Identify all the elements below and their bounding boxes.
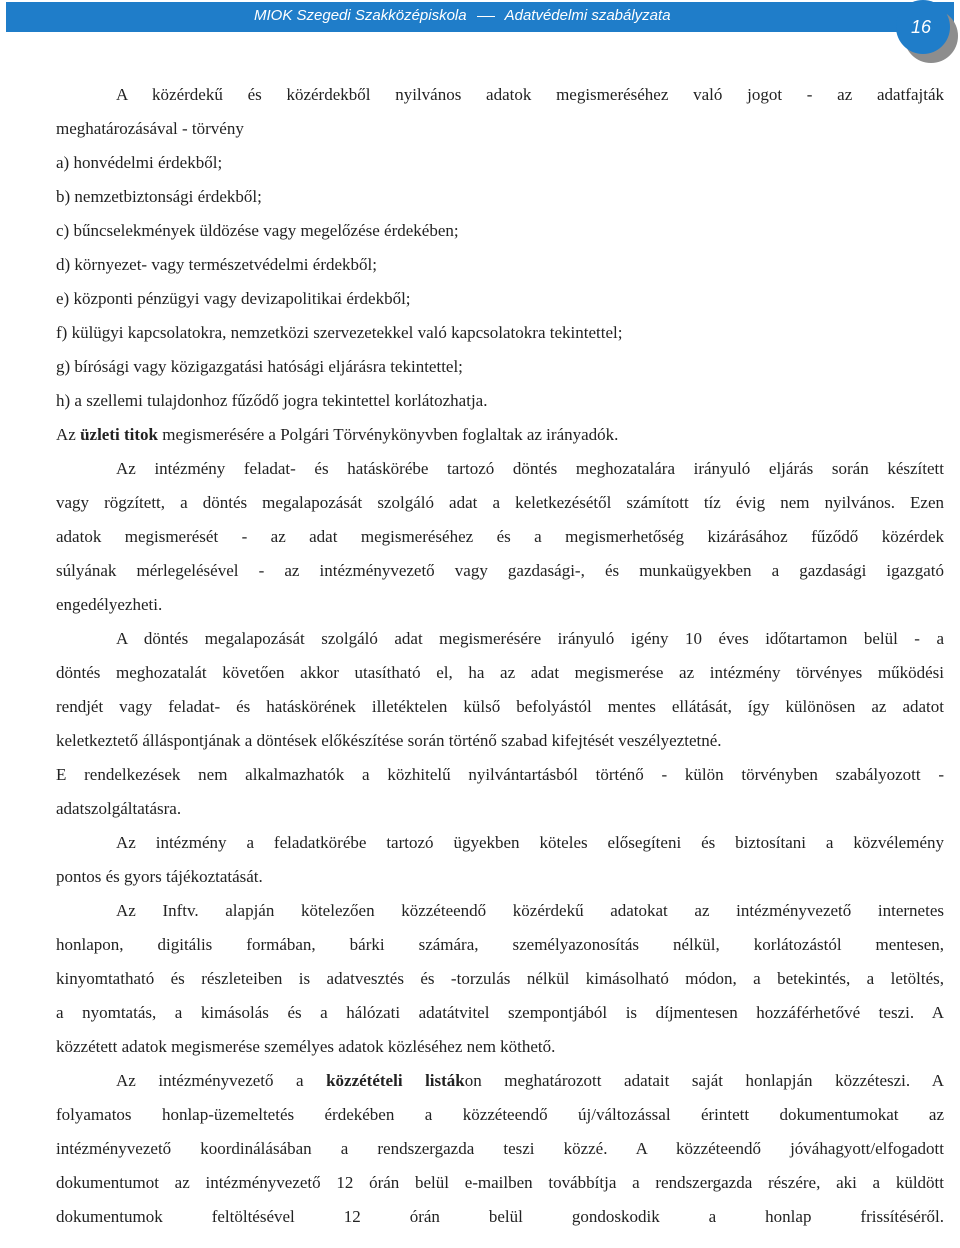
text-fragment: megismerésére a Polgári Törvénykönyvben foglaltak az irányadók.	[157, 425, 619, 444]
text-line	[56, 1064, 944, 1098]
list-item: e) központi pénzügyi vagy devizapolitikai érdekből;	[56, 289, 411, 308]
header-document: Adatvédelmi szabályzata	[504, 7, 671, 24]
list-item: c) bűncselekmények üldözése vagy megelőzése érdekében;	[56, 221, 459, 240]
text-line: keletkeztető álláspontjának a döntések előkészítése során történő szabad kifejtését veszélyeztetné.	[56, 731, 722, 750]
text-line: dokumentumok feltöltésével 12 órán belül gondoskodik a honlap frissítéséről.	[56, 1207, 944, 1226]
text-line: vagy rögzített, a döntés megalapozását szolgáló adat a keletkezésétől számított tíz évig nem nyilvános. Ezen	[56, 493, 944, 512]
text-line: folyamatos honlap-üzemeltetés érdekében a közzéteendő új/változással érintett dokumentumokat az	[56, 1105, 944, 1124]
list-item: f) külügyi kapcsolatokra, nemzetközi szervezetekkel való kapcsolatokra tekintettel;	[56, 323, 623, 342]
list-item: d) környezet- vagy természetvédelmi érdekből;	[56, 255, 377, 274]
text-line: Az intézmény feladat- és hatáskörébe tartozó döntés meghozatalára irányuló eljárás során készített	[116, 459, 944, 478]
text-line: súlyának mérlegelésével - az intézményvezető vagy gazdasági-, és munkaügyekben a gazdasági igazgató	[56, 561, 944, 580]
text-line: rendjét vagy feladat- és hatáskörének illetéktelen külső befolyástól mentes ellátását, így különösen az adatot	[56, 697, 944, 716]
header-title	[254, 7, 671, 24]
page-header	[6, 2, 954, 32]
header-separator	[477, 16, 495, 17]
bold-term: üzleti titok	[80, 425, 158, 444]
text-line: döntés meghozatalát követően akkor utasítható el, ha az adat megismerése az intézmény törvényes működési	[56, 663, 944, 682]
document-body	[56, 78, 944, 1234]
text-line: A közérdekű és közérdekből nyilvános adatok megismeréséhez való jogot - az adatfajták	[116, 85, 944, 104]
text-line: adatok megismerését - az adat megismeréséhez és a megismerhetőség kizárásához fűződő közérdek	[56, 527, 944, 546]
text-line: Az Inftv. alapján kötelezően közzéteendő közérdekű adatokat az intézményvezető internetes	[116, 901, 944, 920]
list-item: b) nemzetbiztonsági érdekből;	[56, 187, 262, 206]
text-line: honlapon, digitális formában, bárki számára, személyazonosítás nélkül, korlátozástól mentesen,	[56, 935, 944, 954]
page-number-badge	[896, 0, 950, 54]
text-line: dokumentumot az intézményvezető 12 órán belül e-mailben továbbítja a rendszergazda részére, aki a küldött	[56, 1173, 944, 1192]
text-line: közzétett adatok megismerése személyes adatok közléséhez nem köthető.	[56, 1037, 556, 1056]
page-number: 16	[910, 16, 932, 37]
list-item: a) honvédelmi érdekből;	[56, 153, 223, 172]
text-line: A döntés megalapozását szolgáló adat megismerésére irányuló igény 10 éves időtartamon belül - a	[116, 629, 944, 648]
text-line	[56, 418, 944, 452]
text-fragment: on meghatározott adatait saját honlapján közzéteszi. A	[464, 1071, 944, 1090]
text-line: E rendelkezések nem alkalmazhatók a közhitelű nyilvántartásból történő - külön törvényben szabályozott -	[56, 765, 944, 784]
text-line: intézményvezető koordinálásában a rendszergazda teszi közzé. A közzéteendő jóváhagyott/elfogadott	[56, 1139, 944, 1158]
text-line: a nyomtatás, a kimásolás és a hálózati adatátvitel szempontjából is díjmentesen hozzáférhetővé teszi. A	[56, 1003, 944, 1022]
list-item: g) bírósági vagy közigazgatási hatósági eljárásra tekintettel;	[56, 357, 463, 376]
text-line: adatszolgáltatásra.	[56, 799, 182, 818]
text-line: pontos és gyors tájékoztatását.	[56, 867, 263, 886]
text-line: Az intézmény a feladatkörébe tartozó ügyekben köteles elősegíteni és biztosítani a közvélemény	[116, 833, 944, 852]
text-line: meghatározásával - törvény	[56, 119, 244, 138]
list-item: h) a szellemi tulajdonhoz fűződő jogra tekintettel korlátozhatja.	[56, 391, 488, 410]
bold-term: közzétételi listák	[326, 1071, 465, 1090]
text-line: engedélyezheti.	[56, 595, 163, 614]
header-school: MIOK Szegedi Szakközépiskola	[254, 7, 467, 24]
text-fragment: Az intézményvezető a	[116, 1071, 327, 1090]
text-line: kinyomtatható és részleteiben is adatvesztés és -torzulás nélkül kimásolható módon, a betekintés, a letöltés,	[56, 969, 944, 988]
text-fragment: Az	[56, 425, 81, 444]
